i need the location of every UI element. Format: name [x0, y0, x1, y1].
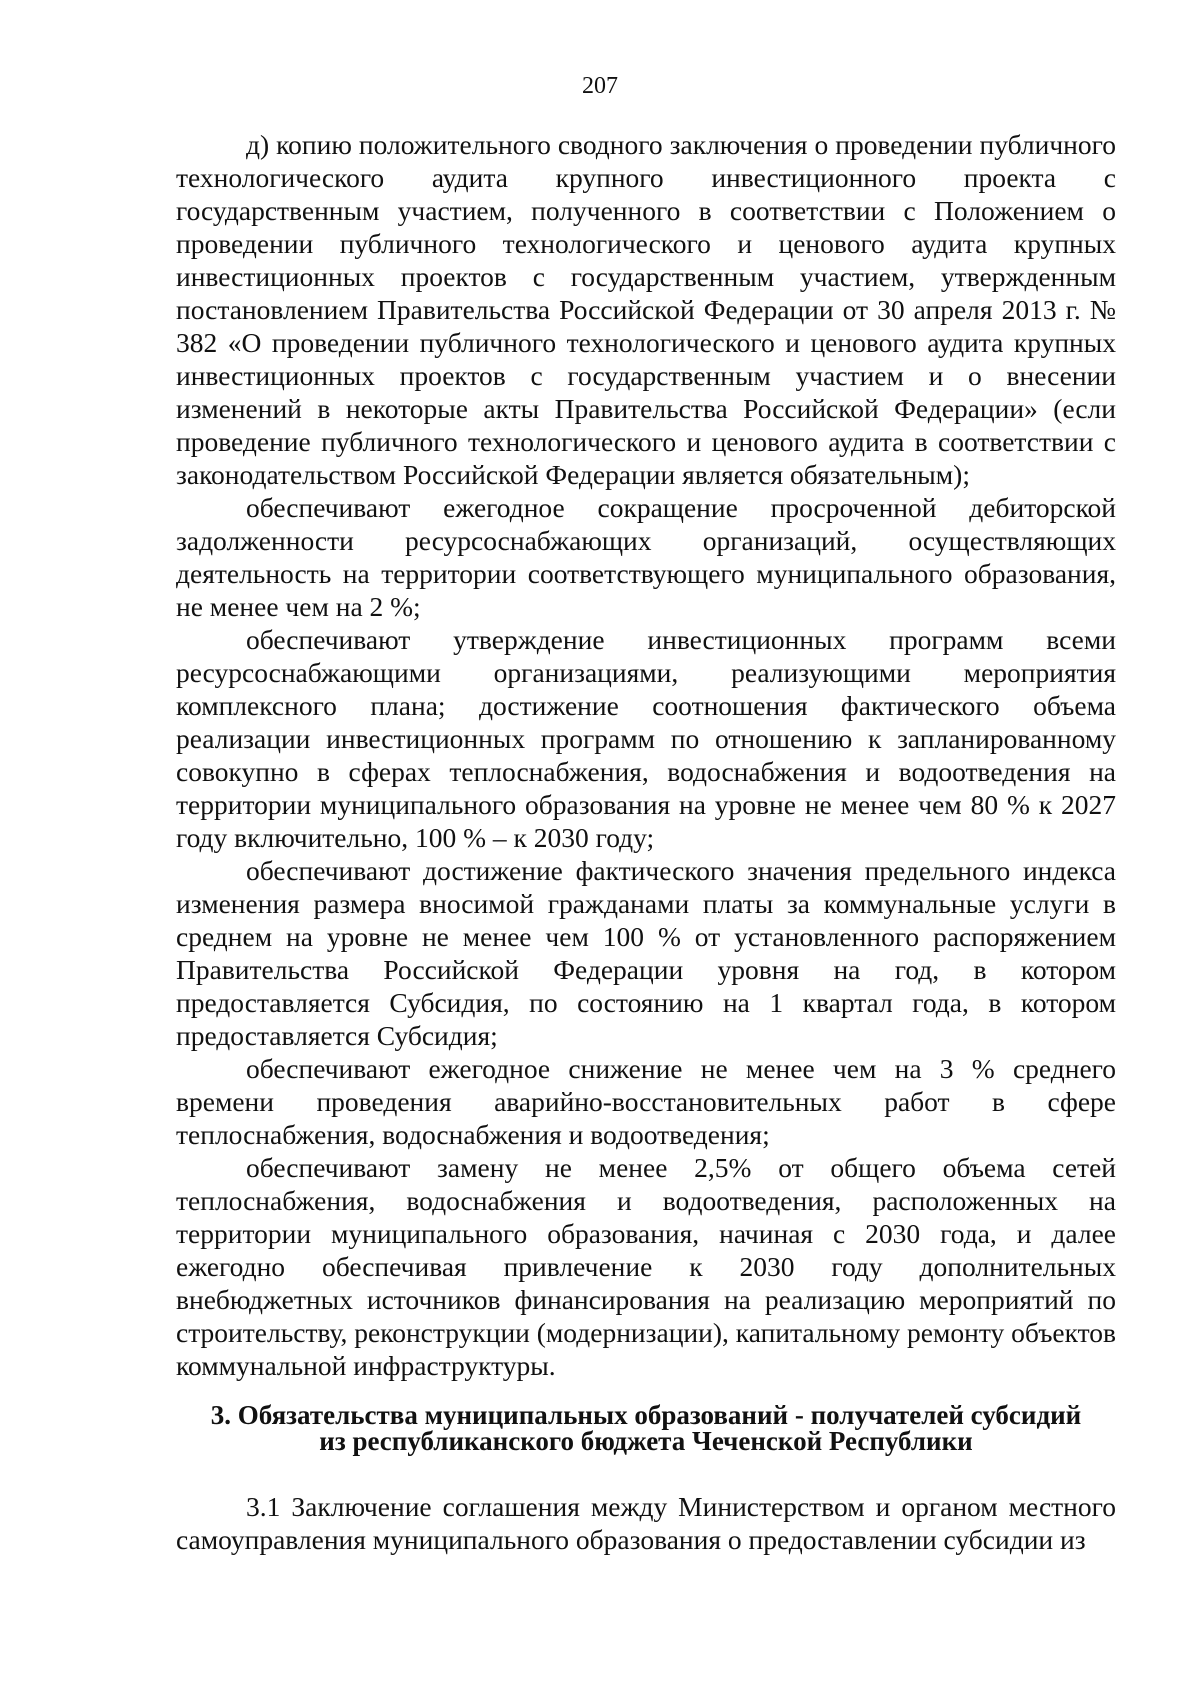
paragraph-receivables-reduction: обеспечивают ежегодное сокращение просроченной дебиторской задолженности ресурсоснабжающих организаций, осуществляющих деятельность на территории соответствующего муниципального образования, не менее чем на 2 %; — [176, 492, 1116, 622]
section-heading — [176, 1402, 1116, 1454]
section-heading-line-2: из республиканского бюджета Чеченской Республики — [319, 1426, 973, 1456]
paragraph-emergency-repair-time: обеспечивают ежегодное снижение не менее чем на 3 % среднего времени проведения аварийно-восстановительных работ в сфере теплоснабжения, водоснабжения и водоотведения; — [176, 1053, 1116, 1150]
paragraph-utility-fee-index: обеспечивают достижение фактического значения предельного индекса изменения размера вносимой гражданами платы за коммунальные услуги в среднем на уровне не менее чем 100 % от установленного распоряжением Правительства Российской Федерации уровня на год, в котором предоставляется Субсидия, по состоянию на 1 квартал года, в котором предоставляется Субсидия; — [176, 855, 1116, 1051]
paragraph-3-1-agreement: 3.1 Заключение соглашения между Министерством и органом местного самоуправления муниципального образования о предоставлении субсидии из — [176, 1491, 1116, 1555]
section-heading-line-1: 3. Обязательства муниципальных образований - получателей субсидий — [210, 1400, 1082, 1430]
paragraph-d-copy-of-audit-conclusion: д) копию положительного сводного заключения о проведении публичного технологического аудита крупного инвестиционного проекта с государственным участием, полученного в соответствии с Положением о проведении публичного технологического и ценового аудита крупных инвестиционных проектов с государственным участием, утвержденным постановлением Правительства Российской Федерации от 30 апреля 2013 г. № 382 «О проведении публичного технологического и ценового аудита крупных инвестиционных проектов с государственным участием и о внесении изменений в некоторые акты Правительства Российской Федерации» (если проведение публичного технологического и ценового аудита в соответствии с законодательством Российской Федерации является обязательным); — [176, 129, 1116, 490]
paragraph-network-replacement: обеспечивают замену не менее 2,5% от общего объема сетей теплоснабжения, водоснабжения и водоотведения, расположенных на территории муниципального образования, начиная с 2030 года, и далее ежегодно обеспечивая привлечение к 2030 году дополнительных внебюджетных источников финансирования на реализацию мероприятий по строительству, реконструкции (модернизации), капитальному ремонту объектов коммунальной инфраструктуры. — [176, 1152, 1117, 1381]
section-body-text — [176, 1490, 1116, 1556]
paragraph-investment-programs: обеспечивают утверждение инвестиционных программ всеми ресурсоснабжающими организациями, реализующими мероприятия комплексного плана; достижение соотношения фактического объема реализации инвестиционных программ по отношению к запланированному совокупно в сферах теплоснабжения, водоснабжения и водоотведения на территории муниципального образования на уровне не менее чем 80 % к 2027 году включительно, 100 % – к 2030 году; — [176, 624, 1116, 853]
page-number: 207 — [582, 73, 618, 99]
body-text — [176, 128, 1116, 1382]
